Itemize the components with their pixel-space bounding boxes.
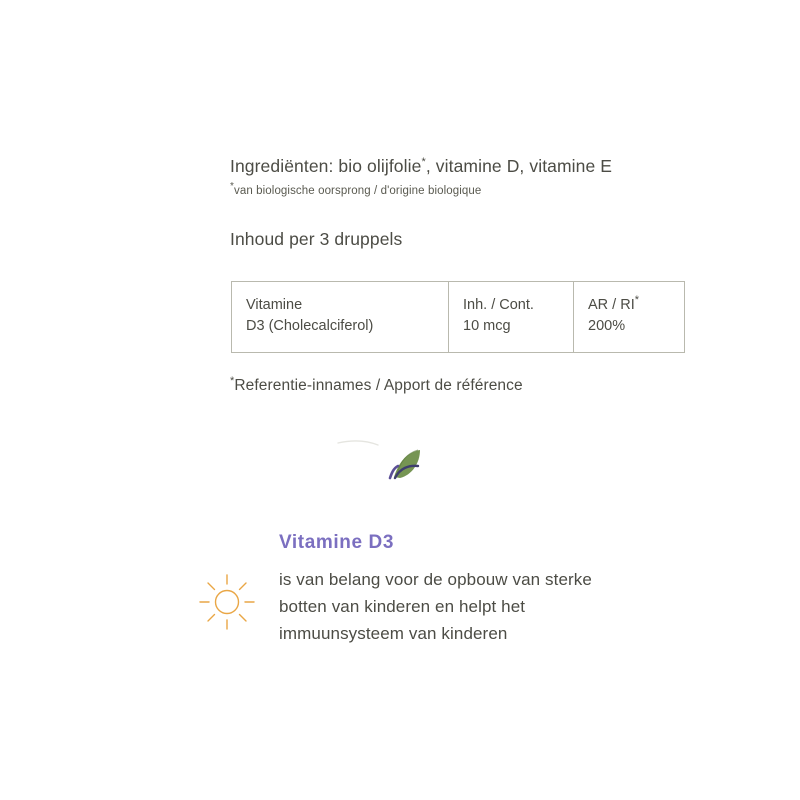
ri-value: 200%	[588, 318, 626, 335]
ingredients-footnote-text: van biologische oorsprong / d'origine biologique	[234, 184, 482, 197]
leaf-icon	[334, 432, 466, 490]
nutrition-table	[231, 281, 685, 353]
content-value: 10 mcg	[463, 318, 511, 335]
benefit-title: Vitamine D3	[279, 532, 395, 553]
ingredients-footnote	[230, 180, 650, 197]
ingredients-line	[230, 155, 650, 179]
table-row	[232, 282, 685, 353]
contents-heading: Inhoud per 3 druppels	[230, 229, 403, 249]
reference-note-text: Referentie-innames / Apport de référence	[234, 377, 523, 394]
ri-label	[588, 295, 670, 316]
reference-note-asterisk: *	[230, 374, 235, 387]
ingredients-rest: , vitamine D, vitamine E	[425, 156, 613, 176]
table-cell-content	[449, 282, 574, 353]
ingredients-asterisk: *	[421, 156, 426, 169]
ri-label-asterisk: *	[634, 294, 640, 307]
ingredients-block	[230, 155, 650, 197]
table-cell-ri	[574, 282, 685, 353]
ri-label-text: AR / RI	[588, 297, 635, 313]
nutrient-name-line1: Vitamine	[246, 297, 303, 313]
benefit-text: is van belang voor de opbouw van sterke botten van kinderen en helpt het immuunsysteem van kinderen	[279, 570, 592, 644]
ingredients-footnote-asterisk: *	[230, 180, 234, 192]
ingredients-label: Ingrediënten: bio olijfolie	[230, 156, 422, 176]
content-label: Inh. / Cont.	[463, 297, 534, 313]
table-cell-nutrient	[232, 282, 449, 353]
sun-icon	[196, 571, 258, 633]
nutrient-name-line2: D3 (Cholecalciferol)	[246, 318, 374, 335]
reference-note	[230, 374, 523, 395]
